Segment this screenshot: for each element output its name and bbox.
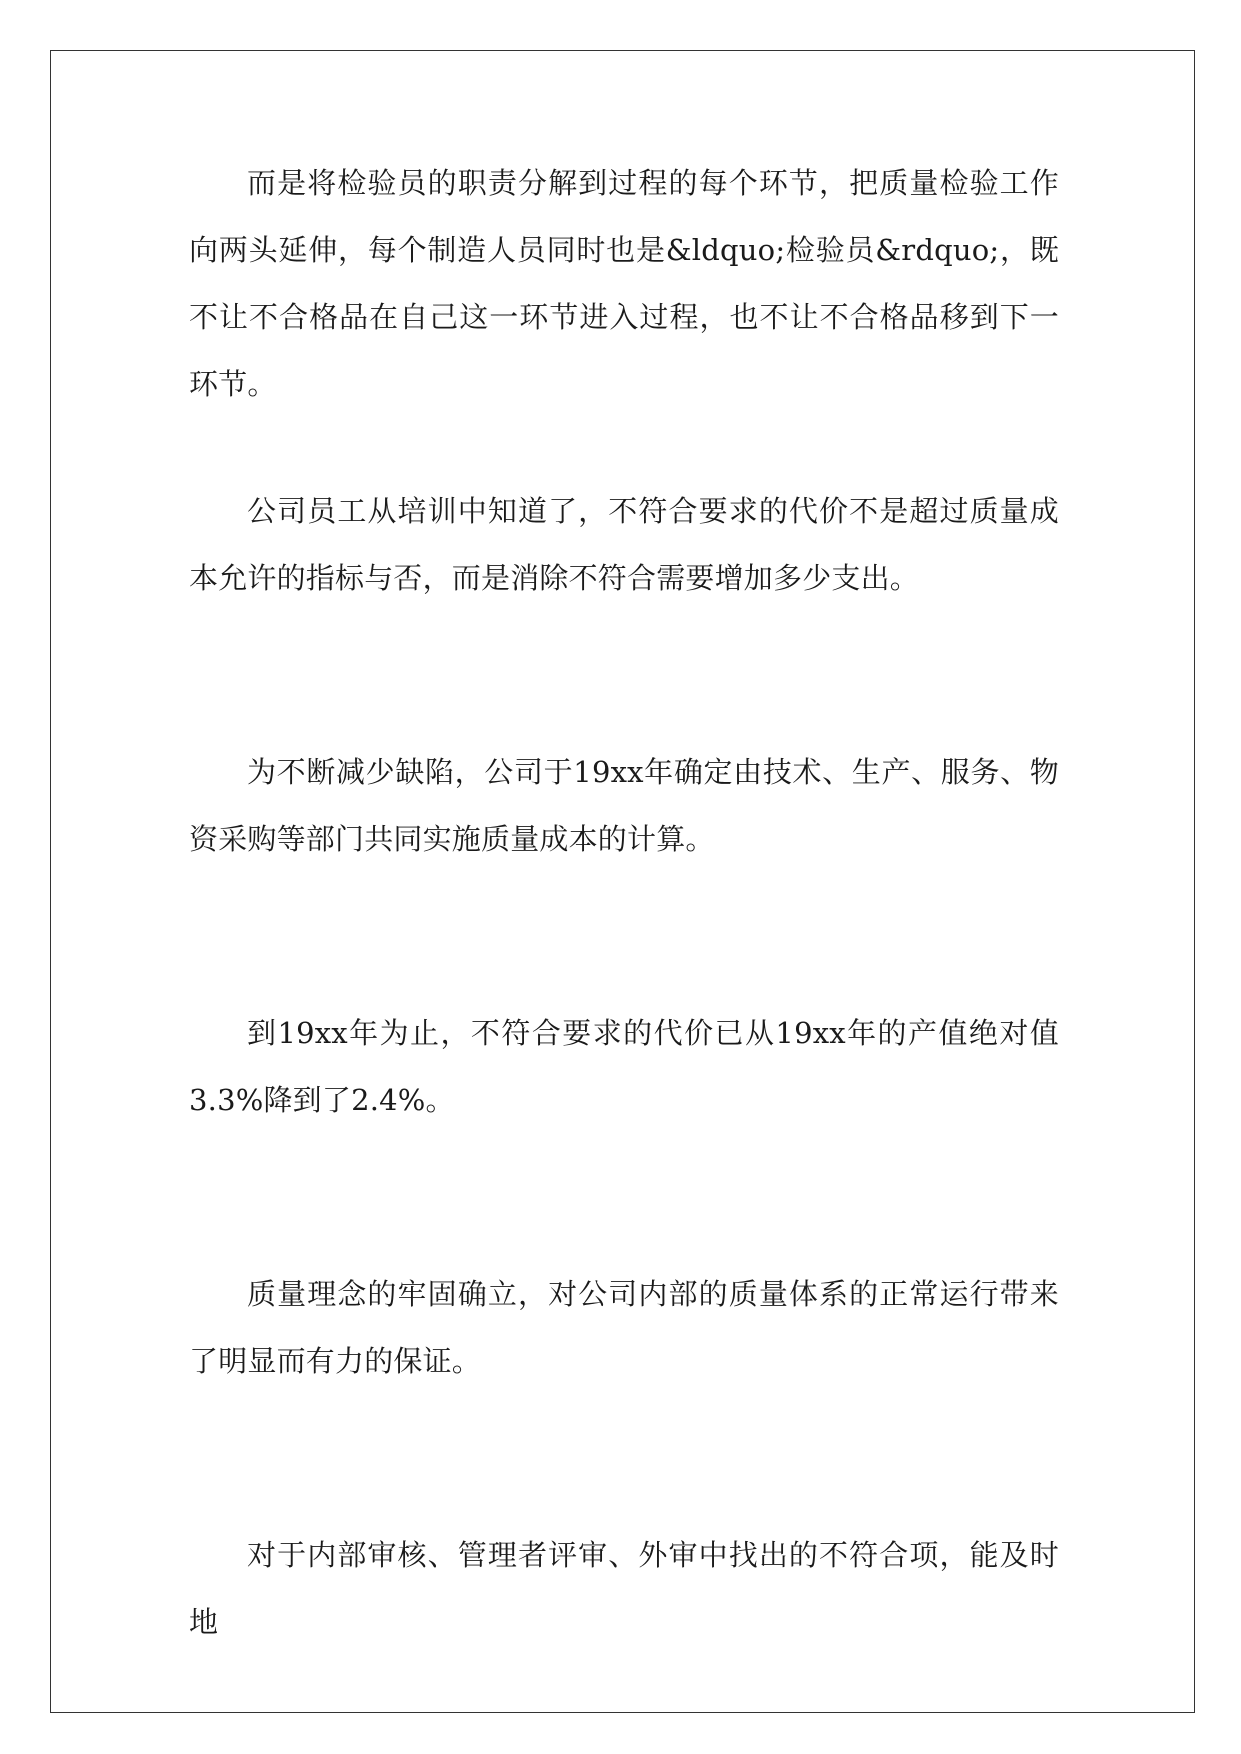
paragraph-training-cost: 公司员工从培训中知道了，不符合要求的代价不是超过质量成本允许的指标与否，而是消除不符合需要增加多少支出。 <box>189 494 1059 595</box>
paragraph-defect-reduction: 为不断减少缺陷，公司于19xx年确定由技术、生产、服务、物资采购等部门共同实施质量成本的计算。 <box>189 755 1059 856</box>
paragraph-cost-decrease: 到19xx年为止，不符合要求的代价已从19xx年的产值绝对值3.3%降到了2.4%。 <box>189 1016 1059 1117</box>
paragraph-audit-nonconformities: 对于内部审核、管理者评审、外审中找出的不符合项，能及时地 <box>189 1538 1059 1639</box>
paragraph-quality-concept: 质量理念的牢固确立，对公司内部的质量体系的正常运行带来了明显而有力的保证。 <box>189 1277 1059 1378</box>
paragraph-inspection-duties: 而是将检验员的职责分解到过程的每个环节，把质量检验工作向两头延伸，每个制造人员同时也是&ldquo;检验员&rdquo;，既不让不合格品在自己这一环节进入过程，也不让不合格品移到下一环节。 <box>189 166 1059 401</box>
